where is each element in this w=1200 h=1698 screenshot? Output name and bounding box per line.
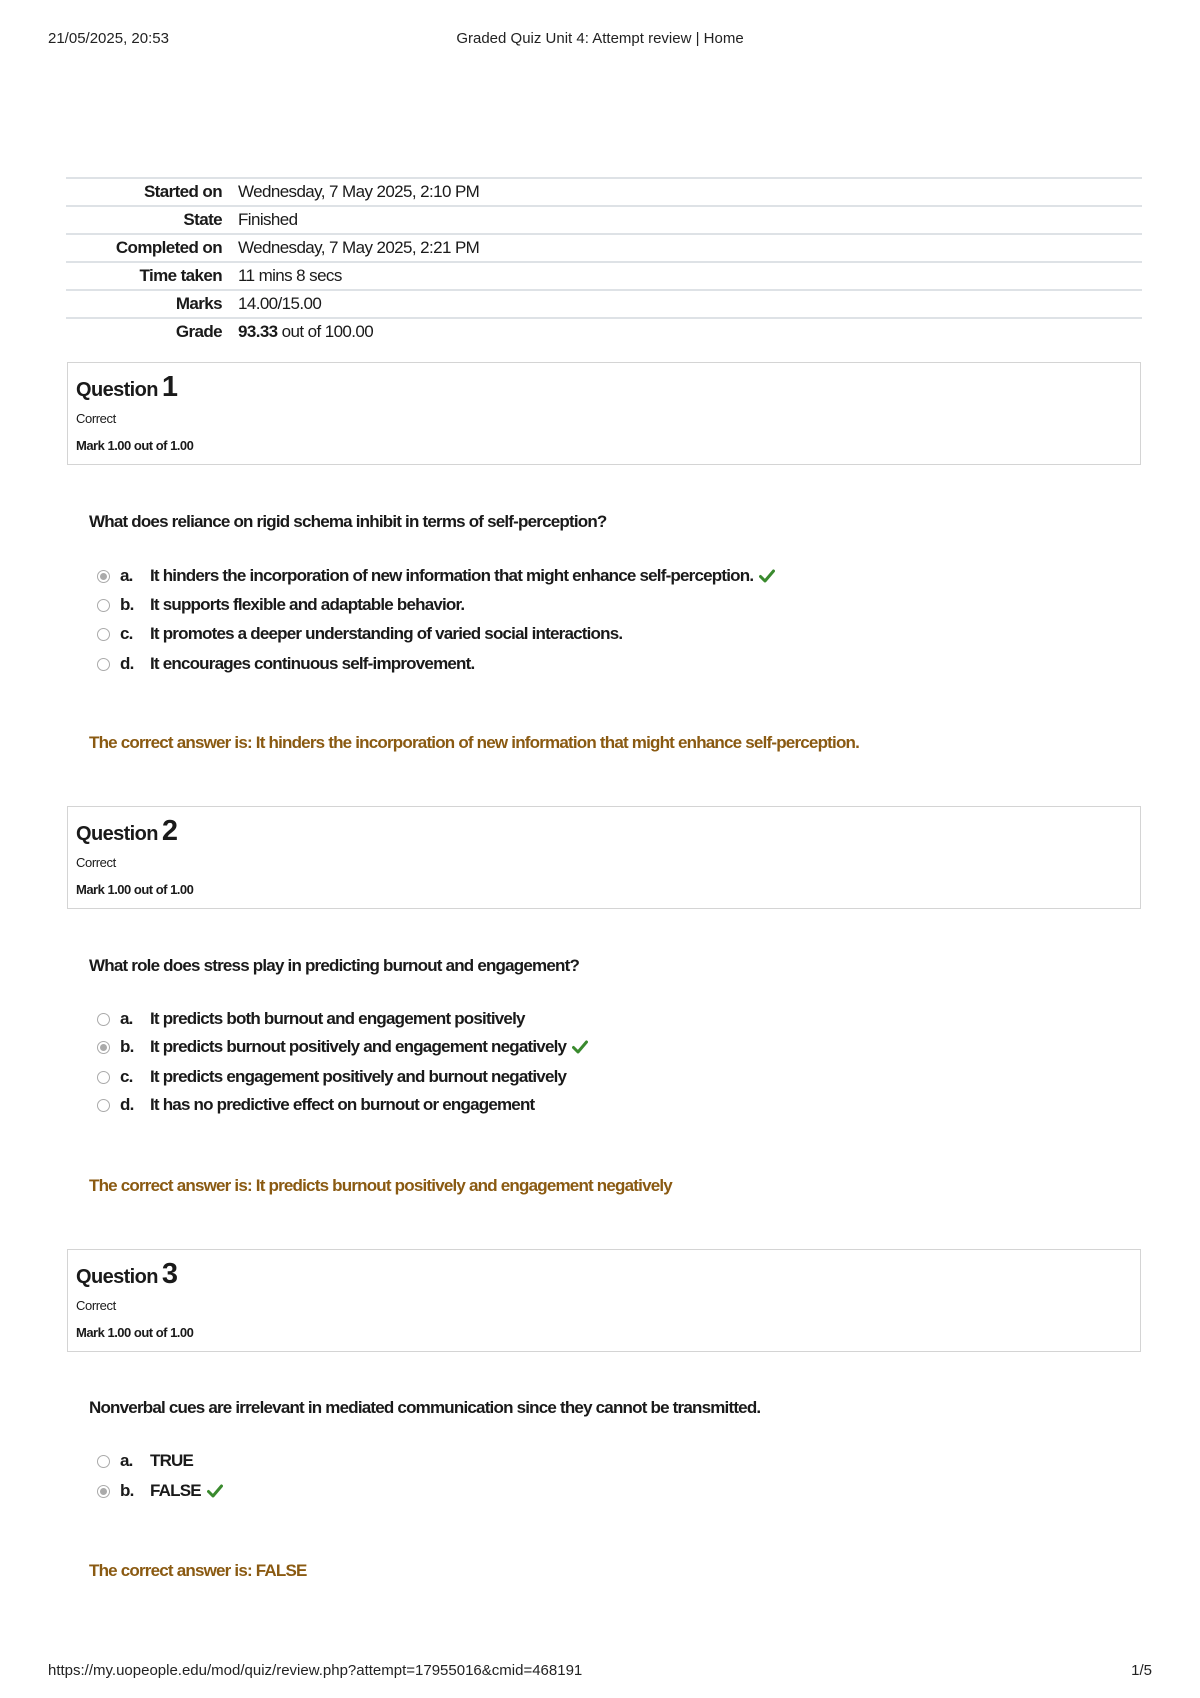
- marks-value: 14.00/15.00: [238, 290, 1142, 318]
- answer-letter: d.: [120, 654, 134, 673]
- answer-text: It predicts engagement positively and burnout negatively: [150, 1067, 567, 1086]
- radio-unselected[interactable]: [97, 1071, 110, 1084]
- checkmark-icon: [207, 1484, 223, 1498]
- time-taken-label: Time taken: [66, 262, 238, 290]
- question-mark: Mark 1.00 out of 1.00: [76, 438, 194, 453]
- answer-letter: b.: [120, 595, 134, 614]
- state-value: Finished: [238, 206, 1142, 234]
- answer-text: It has no predictive effect on burnout or engagement: [150, 1095, 535, 1114]
- radio-unselected[interactable]: [97, 658, 110, 671]
- summary-row: [66, 290, 1142, 318]
- summary-row: [66, 206, 1142, 234]
- started-label: Started on: [66, 178, 238, 206]
- question-mark: Mark 1.00 out of 1.00: [76, 882, 194, 897]
- state-label: State: [66, 206, 238, 234]
- summary-row: [66, 262, 1142, 290]
- answer-text: It supports flexible and adaptable behavior.: [150, 595, 465, 614]
- completed-value: Wednesday, 7 May 2025, 2:21 PM: [238, 234, 1142, 262]
- radio-unselected[interactable]: [97, 1099, 110, 1112]
- answer-text: FALSE: [150, 1481, 201, 1500]
- question-3-info: [67, 1249, 1141, 1352]
- grade-value-cell: [238, 318, 1142, 345]
- print-title: Graded Quiz Unit 4: Attempt review | Home: [456, 30, 744, 47]
- question-3-text: Nonverbal cues are irrelevant in mediated communication since they cannot be transmitted.: [89, 1398, 761, 1417]
- grade-suffix: out of 100.00: [277, 322, 374, 341]
- answer-text: It encourages continuous self-improvement.: [150, 654, 475, 673]
- started-value: Wednesday, 7 May 2025, 2:10 PM: [238, 178, 1142, 206]
- question-number-value: 1: [161, 371, 178, 403]
- radio-selected[interactable]: [97, 1041, 110, 1054]
- question-number: [76, 815, 177, 848]
- page-number: 1/5: [1131, 1662, 1152, 1679]
- grade-label: Grade: [66, 318, 238, 345]
- radio-unselected[interactable]: [97, 599, 110, 612]
- attempt-summary-table: [66, 177, 1142, 345]
- radio-unselected[interactable]: [97, 1013, 110, 1026]
- radio-unselected[interactable]: [97, 628, 110, 641]
- marks-label: Marks: [66, 290, 238, 318]
- answer-letter: a.: [120, 1009, 133, 1028]
- answer-text: It predicts burnout positively and engagement negatively: [150, 1037, 567, 1056]
- radio-unselected[interactable]: [97, 1455, 110, 1468]
- answer-letter: b.: [120, 1037, 134, 1056]
- question-label: Question: [76, 379, 158, 401]
- question-number-value: 2: [161, 815, 178, 847]
- answer-letter: b.: [120, 1481, 134, 1500]
- question-1-info: [67, 362, 1141, 465]
- question-1-text: What does reliance on rigid schema inhibit in terms of self-perception?: [89, 512, 607, 531]
- question-state: Correct: [76, 411, 116, 426]
- answer-text-cell: [150, 566, 775, 586]
- summary-row: [66, 318, 1142, 345]
- correct-answer-feedback: The correct answer is: FALSE: [89, 1561, 307, 1580]
- answer-text-cell: [150, 1481, 223, 1501]
- summary-row: [66, 234, 1142, 262]
- radio-selected[interactable]: [97, 1485, 110, 1498]
- question-state: Correct: [76, 855, 116, 870]
- question-mark: Mark 1.00 out of 1.00: [76, 1325, 194, 1340]
- correct-answer-feedback: The correct answer is: It predicts burnout positively and engagement negatively: [89, 1176, 672, 1195]
- question-label: Question: [76, 1266, 158, 1288]
- correct-answer-feedback: The correct answer is: It hinders the incorporation of new information that might enhance self-perception.: [89, 733, 860, 752]
- print-url: https://my.uopeople.edu/mod/quiz/review.php?attempt=17955016&cmid=468191: [48, 1662, 583, 1679]
- question-number: [76, 371, 177, 404]
- checkmark-icon: [759, 569, 775, 583]
- answer-letter: d.: [120, 1095, 134, 1114]
- question-number: [76, 1258, 177, 1291]
- radio-selected[interactable]: [97, 570, 110, 583]
- question-number-value: 3: [161, 1258, 178, 1290]
- answer-text: It hinders the incorporation of new information that might enhance self-perception.: [150, 566, 754, 585]
- answer-letter: c.: [120, 624, 133, 643]
- answer-letter: a.: [120, 566, 133, 585]
- print-header: [48, 30, 1152, 50]
- summary-row: [66, 178, 1142, 206]
- grade-value: 93.33: [238, 322, 278, 341]
- answer-text: It promotes a deeper understanding of varied social interactions.: [150, 624, 623, 643]
- question-state: Correct: [76, 1298, 116, 1313]
- answer-text: TRUE: [150, 1451, 194, 1470]
- checkmark-icon: [572, 1040, 588, 1054]
- answer-text: It predicts both burnout and engagement positively: [150, 1009, 525, 1028]
- answer-text-cell: [150, 1037, 588, 1057]
- print-datetime: 21/05/2025, 20:53: [48, 30, 169, 47]
- print-footer: [48, 1662, 1152, 1682]
- question-label: Question: [76, 823, 158, 845]
- question-2-text: What role does stress play in predicting burnout and engagement?: [89, 956, 580, 975]
- completed-label: Completed on: [66, 234, 238, 262]
- question-2-info: [67, 806, 1141, 909]
- answer-letter: c.: [120, 1067, 133, 1086]
- answer-letter: a.: [120, 1451, 133, 1470]
- time-taken-value: 11 mins 8 secs: [238, 262, 1142, 290]
